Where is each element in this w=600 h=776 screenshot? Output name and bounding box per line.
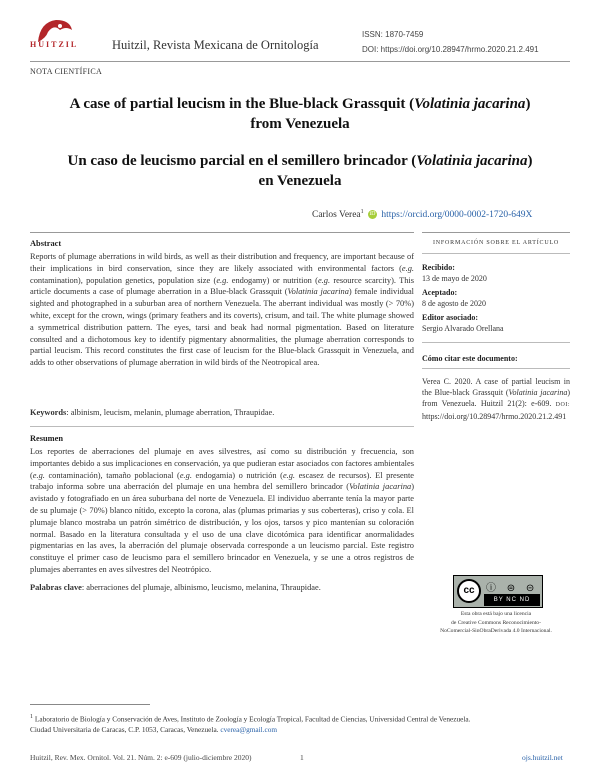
abstract-part: Reports of plumage aberrations in wild birds, as well as their distribution and frequency, are important because of their implications in bird conservation, since they are likely associated with environmental factors ( xyxy=(30,252,414,273)
cite-divider xyxy=(422,342,570,343)
cite-doi-link[interactable]: https://doi.org/10.28947/hrmo.2020.21.2.491 xyxy=(422,412,567,421)
license-link[interactable]: NoComercial-SinObraDerivada 4.0 Internacional. xyxy=(440,628,552,634)
title-en-part: A case of partial leucism in the Blue-black Grassquit ( xyxy=(69,96,415,112)
resumen-part: ) avistado y fotografiado en un área suburbana del norte de Venezuela. El individuo aberrante tenía la mayor parte de su plumaje (> 70%) blanco nítido, excepto la corona, alas (plumas primarias y sus coberteras), criso y cola. El plumaje blanco mostraba un patrón simétrico de distribución, y los ojos, tarsos y pico mantenían su coloración normal. Basado en la literatura consultada y el uso de una clave dicotómica para identificar anormalidades pigmentarias en las aves, la aberración del plumaje observada corresponde a un leucismo parcial. Este registro constituye el primer caso de leucismo para el semillero brincador en Venezuela, y se une a otros registros de plumajes aberrantes en aves silvestres del Neotrópico. xyxy=(30,482,414,574)
article-info-divider xyxy=(422,253,570,254)
palabras-clave-label: Palabras clave xyxy=(30,583,82,592)
cite-divider-2 xyxy=(422,368,570,369)
resumen-divider xyxy=(30,426,414,427)
resumen-part: e.g. xyxy=(179,470,192,480)
palabras-clave-list: : aberraciones del plumaje, albinismo, leucismo, melanina, Thraupidae. xyxy=(81,583,321,592)
title-es-part: ) xyxy=(527,153,533,169)
footnote-divider xyxy=(30,704,150,705)
orcid-link[interactable]: https://orcid.org/0000-0002-1720-649X xyxy=(381,210,533,221)
license-text xyxy=(432,610,560,636)
license-line: Esta obra está bajo una licencia xyxy=(460,611,532,617)
header-divider xyxy=(30,61,570,62)
abstract-divider xyxy=(30,232,414,233)
journal-logo-text: HUITZIL xyxy=(30,40,79,49)
title-es-species: Volatinia jacarina xyxy=(416,153,528,169)
cite-label-text: Cómo citar este documento: xyxy=(422,354,518,363)
journal-site-link[interactable]: ojs.huitzil.net xyxy=(522,753,563,762)
resumen-part: escasez de recursos). El presente trabajo informa sobre una aberración del plumaje en una hembra del semillero brincador ( xyxy=(30,470,414,492)
page-number: 1 xyxy=(300,753,304,762)
journal-name: Huitzil, Revista Mexicana de Ornitología xyxy=(112,38,319,52)
footnote-line: Laboratorio de Biología y Conservación de Aves, Instituto de Zoología y Ecología Tropical, Facultad de Ciencias, Universidad Central de Venezuela. xyxy=(33,714,471,724)
abstract-part: e.g. xyxy=(216,275,229,285)
abstract-part: contamination), population genetics, population size ( xyxy=(30,275,217,285)
title-english xyxy=(40,94,560,134)
cite-part: ) from Venezuela. Huitzil 21(2): e-609. xyxy=(422,388,570,408)
orcid-icon[interactable]: iD xyxy=(369,211,376,218)
title-en-part: ) xyxy=(525,96,531,112)
resumen-part: e.g. xyxy=(282,470,296,480)
resumen-part: Los reportes de aberraciones del plumaje en aves silvestres, así como su distribución y frecuencia, son importantes debido a sus implicaciones en conservación, ya que pudieran estar asociados con factores ambientales ( xyxy=(30,447,414,480)
keywords-label: Keywords xyxy=(30,408,67,417)
title-es-part: Un caso de leucismo parcial en el semillero brincador ( xyxy=(67,153,417,169)
author-line xyxy=(312,209,532,220)
keywords xyxy=(30,407,414,419)
footnote-mark: 1 xyxy=(30,714,34,720)
footer-citation: Huitzil, Rev. Mex. Ornitol. Vol. 21. Núm. 2: e-609 (julio-diciembre 2020) xyxy=(30,753,252,762)
accepted-label-text: Aceptado: xyxy=(422,288,458,297)
section-label: NOTA CIENTÍFICA xyxy=(30,67,103,76)
received-label xyxy=(422,262,570,273)
abstract-text xyxy=(30,251,414,369)
abstract-part: e.g. xyxy=(317,275,331,285)
title-es-part: en Venezuela xyxy=(258,173,342,189)
footnote-line: Ciudad Universitaria de Caracas, C.P. 1053, Caracas, Venezuela. xyxy=(30,725,219,735)
title-en-species: Volatinia jacarina xyxy=(414,96,526,112)
article-info-heading: INFORMACIÓN SOBRE EL ARTÍCULO xyxy=(432,240,560,246)
title-spanish xyxy=(40,151,560,191)
abstract-part: Volatinia jacarina xyxy=(287,287,349,297)
cc-icon: cc xyxy=(457,579,481,603)
issn: ISSN: 1870-7459 xyxy=(362,30,424,39)
resumen-part: e.g. xyxy=(32,470,45,480)
citation-text xyxy=(422,376,570,422)
received-date: 13 de mayo de 2020 xyxy=(422,274,487,283)
cc-terms-strip: BY NC ND xyxy=(484,594,540,606)
cite-part: Volatinia jacarina xyxy=(508,388,568,397)
affiliation-footnote xyxy=(30,712,570,735)
cite-doi-label: DOI: xyxy=(555,402,570,408)
abstract-part: resource scarcity). This article documents a case of plumage aberration in a Blue-black Grassquit ( xyxy=(30,275,414,297)
sidebar-divider xyxy=(422,232,570,233)
author-affiliation-mark: 1 xyxy=(360,209,364,215)
author-email-link[interactable]: cverea@gmail.com xyxy=(220,725,278,735)
resumen-text xyxy=(30,446,414,576)
editor-name: Sergio Alvarado Orellana xyxy=(422,324,504,333)
abstract-part: ) female individual sighted and photographed in a suburban area of northern Venezuela. The aberrant individual was mostly (> 70%) white, except for the crown, wings (primary feathers and its coverts), crisum, and tail. The white plumage showed a symmetrical distribution pattern. The eyes, tarsi and beak had normal pigmentation. Based on literature consulted and a dichotomous key to identify pigmentary abnormalities, the plumage aberration corresponds to partial leucism. This record constitutes the first case of leucism for the Blue-black Grassquit in Venezuela, and adds to other observations of plumage aberration in wild birds of the Neotropical area. xyxy=(30,287,414,368)
resumen-heading: Resumen xyxy=(30,434,64,443)
cite-part: Verea C. 2020. A case of partial leucism in the Blue-black Grassquit ( xyxy=(422,377,570,397)
keywords-list: : albinism, leucism, melanin, plumage aberration, Thraupidae. xyxy=(66,408,275,417)
cc-license-badge[interactable] xyxy=(453,575,543,608)
resumen-part: contaminación), tamaño poblacional ( xyxy=(44,470,180,480)
doi-header-link[interactable]: DOI: https://doi.org/10.28947/hrmo.2020.21.2.491 xyxy=(362,45,539,54)
received-label-text: Recibido: xyxy=(422,263,455,272)
resumen-part: Volatinia jacarina xyxy=(349,482,412,492)
abstract-part: e.g. xyxy=(401,263,414,273)
resumen-part: endogamia) o nutrición ( xyxy=(191,470,283,480)
abstract-part: endogamy) or nutrition ( xyxy=(228,275,318,285)
palabras-clave xyxy=(30,582,414,594)
editor-label xyxy=(422,312,570,323)
cite-label xyxy=(422,353,570,364)
license-link[interactable]: de Creative Commons Reconocimiento- xyxy=(451,619,541,626)
cc-terms-icons: ⓘ ⊜ ⊝ xyxy=(486,583,539,594)
author-name: Carlos Verea xyxy=(312,210,361,221)
editor-label-text: Editor asociado: xyxy=(422,313,479,322)
accepted-label xyxy=(422,287,570,298)
abstract-heading: Abstract xyxy=(30,239,62,248)
title-en-part: from Venezuela xyxy=(250,116,350,132)
accepted-date: 8 de agosto de 2020 xyxy=(422,299,486,308)
